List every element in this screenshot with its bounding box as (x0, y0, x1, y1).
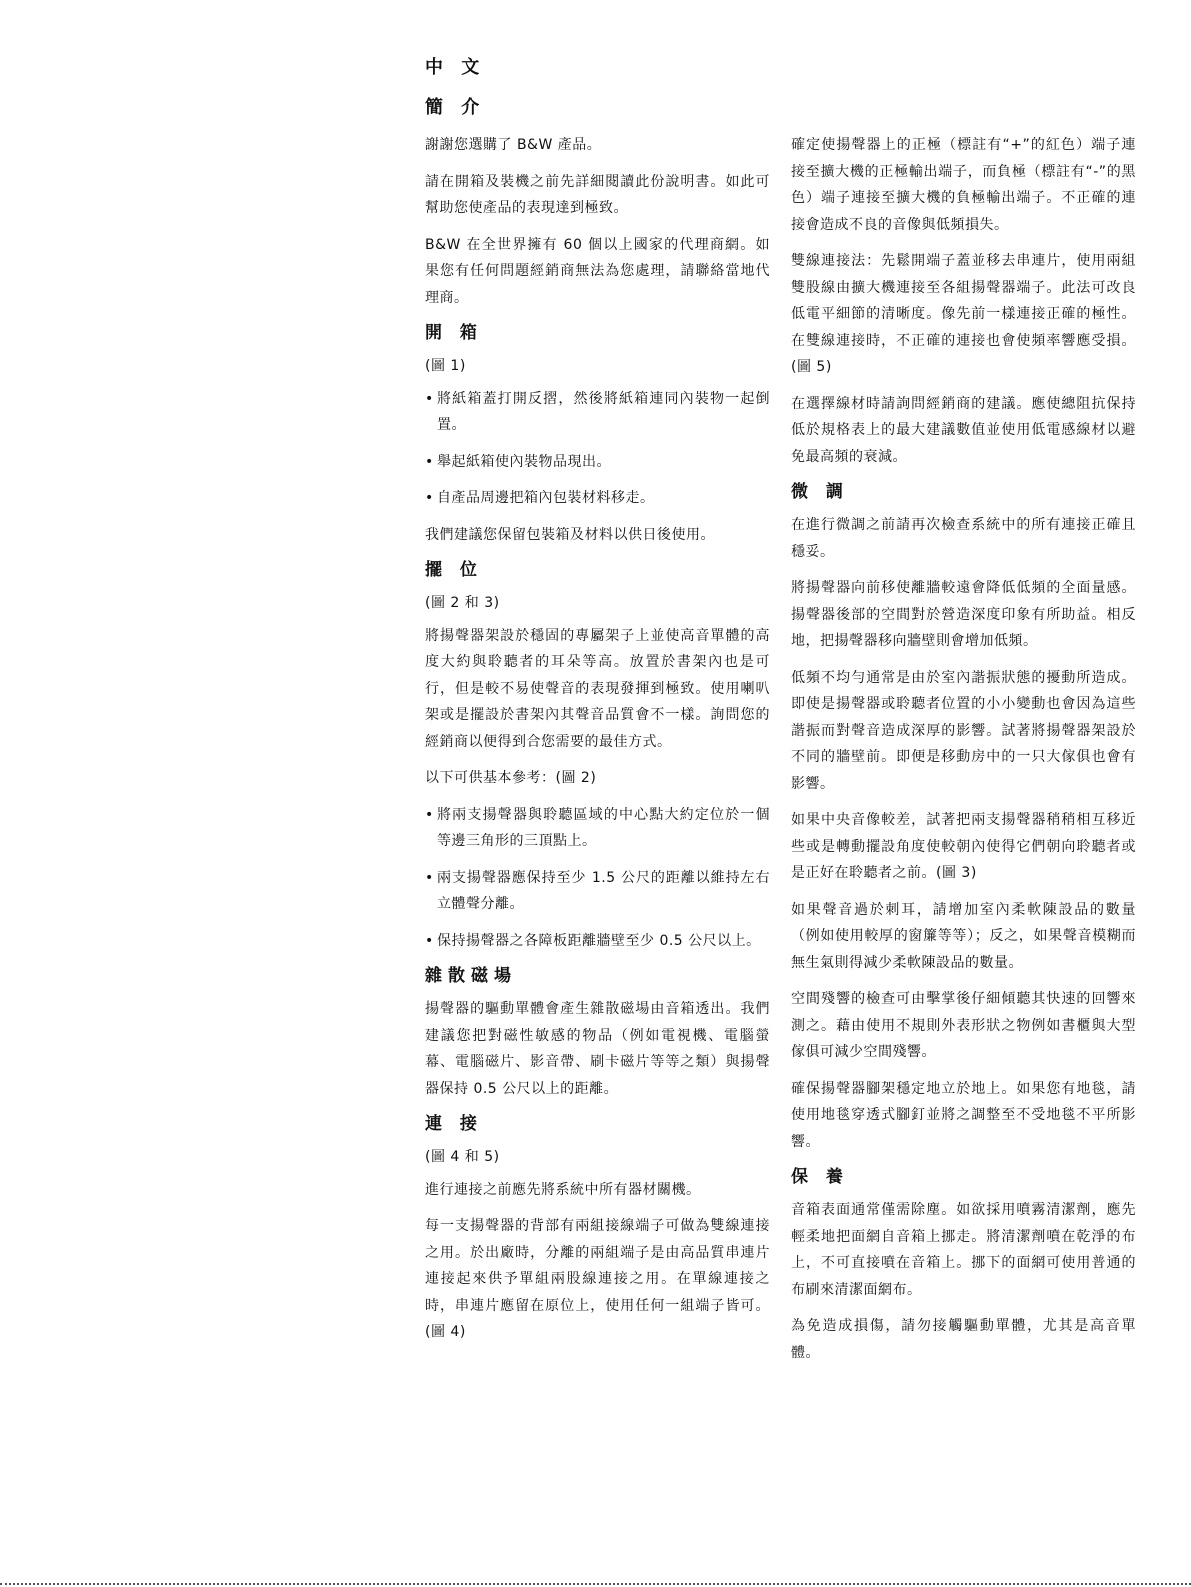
fine-tuning-paragraph: 空間殘響的檢查可由擊掌後仔細傾聽其快速的回響來測之。藉由使用不規則外表形狀之物例如書櫃與大型傢俱可減少空間殘響。 (791, 991, 1136, 1060)
unpacking-list (425, 386, 770, 512)
intro-paragraph: B&W 在全世界擁有 60 個以上國家的代理商網。如果您有任何問題經銷商無法為您處理，請聯絡當地代理商。 (425, 236, 770, 306)
figure-reference: (圖 4 和 5) (425, 1149, 500, 1165)
care-paragraph: 音箱表面通常僅需除塵。如欲採用噴霧清潔劑，應先輕柔地把面網自音箱上挪走。將清潔劑噴在乾淨的布上，不可直接噴在音箱上。挪下的面網可使用普通的布刷來清潔面網布。 (791, 1202, 1136, 1298)
connections-paragraph: 確定使揚聲器上的正極（標註有“+”的紅色）端子連接至擴大機的正極輸出端子，而負極（標註有“-”的黑色）端子連接至擴大機的負極輸出端子。不正確的連接會造成不良的音像與低頻損失。 (791, 137, 1136, 233)
fine-tuning-paragraph: 低頻不均勻通常是由於室內諧振狀態的擾動所造成。即使是揚聲器或聆聽者位置的小小變動也會因為這些諧振而對聲音造成深厚的影響。試著將揚聲器架設於不同的牆壁前。即便是移動房中的一只大傢俱也會有影響。 (791, 669, 1136, 792)
bullet-icon: • (425, 453, 434, 470)
positioning-paragraph: 將揚聲器架設於穩固的專屬架子上並使高音單體的高度大約與聆聽者的耳朵等高。放置於書架內也是可行，但是較不易使聲音的表現發揮到極致。使用喇叭架或是擺設於書架內其聲音品質會不一樣。詢問您的經銷商以便得到合您需要的最佳方式。 (425, 627, 770, 750)
fine-tuning-paragraph: 在進行微調之前請再次檢查系統中的所有連接正確且穩妥。 (791, 517, 1136, 560)
magnetic-field-heading: 雜散磁場 (425, 966, 517, 986)
unpacking-heading: 開 箱 (425, 323, 483, 343)
fine-tuning-paragraph: 確保揚聲器腳架穩定地立於地上。如果您有地毯，請使用地毯穿透式腳釘並將之調整至不受地毯不平所影響。 (791, 1080, 1136, 1150)
fine-tuning-paragraph: 如果中央音像較差，試著把兩支揚聲器稍稍相互移近些或是轉動擺設角度使較朝內使得它們朝向聆聽者或是正好在聆聽者之前。(圖 3) (791, 812, 1136, 881)
fine-tuning-heading: 微 調 (791, 482, 849, 502)
list-item (425, 865, 770, 918)
bullet-icon: • (425, 806, 434, 823)
bullet-icon: • (425, 869, 434, 886)
connections-paragraph: 在選擇線材時請詢問經銷商的建議。應使總阻抗保持低於規格表上的最大建議數值並使用低電感線材以避免最高頻的衰減。 (791, 395, 1136, 465)
positioning-list (425, 802, 770, 955)
connections-paragraph: 雙線連接法：先鬆開端子蓋並移去串連片，使用兩組雙股線由擴大機連接至各組揚聲器端子。此法可改良低電平細節的清晰度。像先前一樣連接正確的極性。在雙線連接時，不正確的連接也會使頻率響應受損。(圖 5) (791, 253, 1136, 375)
fine-tuning-paragraph: 將揚聲器向前移使離牆較遠會降低低頻的全面量感。揚聲器後部的空間對於營造深度印象有所助益。相反地，把揚聲器移向牆壁則會增加低頻。 (791, 580, 1136, 649)
connections-paragraph: 進行連接之前應先將系統中所有器材關機。 (425, 1181, 701, 1198)
figure-reference: (圖 2 和 3) (425, 595, 500, 611)
unpacking-note: 我們建議您保留包裝箱及材料以供日後使用。 (425, 526, 715, 543)
list-item-text: 自產品周邊把箱內包裝材料移走。 (437, 490, 655, 506)
care-paragraph: 為免造成損傷，請勿接觸驅動單體，尤其是高音單體。 (791, 1318, 1136, 1361)
connections-heading: 連 接 (425, 1114, 483, 1134)
list-item (425, 386, 770, 439)
page-bottom-dotted-rule (0, 1583, 1191, 1585)
bullet-icon: • (425, 390, 434, 407)
bullet-icon: • (425, 932, 434, 949)
list-item (425, 449, 770, 476)
intro-paragraph: 請在開箱及裝機之前先詳細閱讀此份說明書。如此可幫助您使產品的表現達到極致。 (425, 173, 770, 216)
language-heading: 中 文 (425, 57, 486, 78)
right-column (791, 132, 1136, 1376)
magnetic-field-paragraph: 揚聲器的驅動單體會產生雜散磁場由音箱透出。我們建議您把對磁性敏感的物品（例如電視機、電腦螢幕、電腦磁片、影音帶、刷卡磁片等等之類）與揚聲器保持 0.5 公尺以上的距離。 (425, 1001, 770, 1097)
list-item (425, 485, 770, 512)
positioning-heading: 擺 位 (425, 560, 483, 580)
list-item-text: 保持揚聲器之各障板距離牆壁至少 0.5 公尺以上。 (437, 932, 761, 949)
care-heading: 保 養 (791, 1167, 849, 1187)
list-item-text: 兩支揚聲器應保持至少 1.5 公尺的距離以維持左右立體聲分離。 (437, 869, 770, 912)
list-item-text: 將紙箱蓋打開反摺，然後將紙箱連同內裝物一起倒置。 (437, 390, 770, 433)
bullet-icon: • (425, 490, 434, 506)
list-item (425, 928, 770, 955)
list-item (425, 802, 770, 855)
list-item-text: 將兩支揚聲器與聆聽區域的中心點大約定位於一個等邊三角形的三頂點上。 (437, 806, 770, 849)
list-item-text: 舉起紙箱使內裝物品現出。 (437, 453, 611, 470)
positioning-guide: 以下可供基本參考：(圖 2) (425, 770, 597, 786)
left-column (425, 132, 770, 1356)
figure-reference: (圖 1) (425, 358, 466, 374)
intro-paragraph: 謝謝您選購了 B&W 產品。 (425, 137, 602, 153)
connections-paragraph: 每一支揚聲器的背部有兩組接線端子可做為雙線連接之用。於出廠時，分離的兩組端子是由高品質串連片連接起來供予單組兩股線連接之用。在單線連接之時，串連片應留在原位上，使用任何一組端子皆可。(圖 4) (425, 1218, 770, 1340)
fine-tuning-paragraph: 如果聲音過於刺耳，請增加室內柔軟陳設品的數量（例如使用較厚的窗簾等等）；反之，如果聲音模糊而無生氣則得減少柔軟陳設品的數量。 (791, 901, 1136, 971)
intro-heading: 簡 介 (425, 97, 486, 118)
